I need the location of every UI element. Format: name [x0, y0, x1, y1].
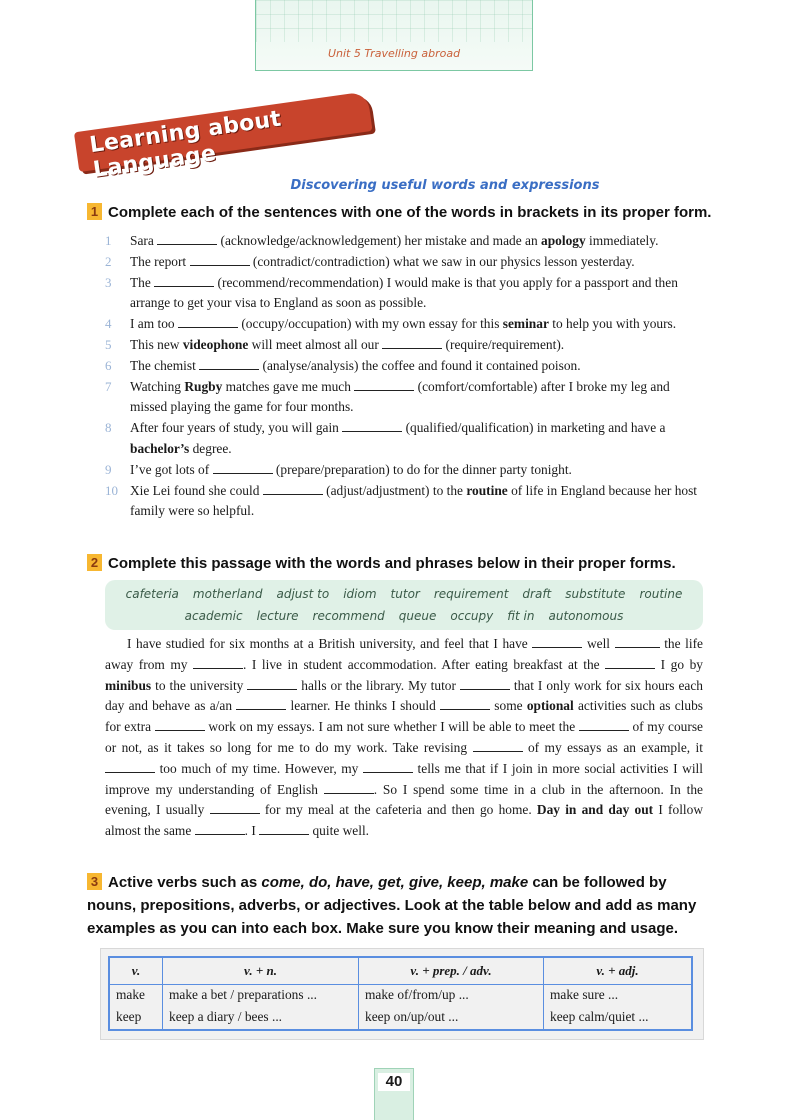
word-bank-item: autonomous: [548, 609, 624, 623]
sentence-text: (acknowledge/acknowledgement) her mistake and made an: [220, 233, 542, 248]
passage-text: of my course or not, as it takes so long for me to do my work. Take revising: [105, 719, 703, 755]
task2-number-badge: 2: [87, 554, 102, 571]
table-cell[interactable]: keep a diary / bees ...: [163, 1007, 359, 1030]
sentence-number: 9: [105, 461, 112, 477]
answer-blank[interactable]: [195, 822, 245, 835]
answer-blank[interactable]: [154, 274, 214, 287]
answer-blank[interactable]: [324, 781, 374, 794]
word-bank-item: tutor: [390, 587, 420, 601]
table-header-cell: v. + prep. / adv.: [359, 957, 544, 985]
answer-blank[interactable]: [157, 232, 217, 245]
unit-header-tab: [255, 0, 533, 71]
task3-instruction: Active verbs such as: [108, 874, 262, 891]
passage-text: that I only work for six hours each day and behave as a/an: [105, 677, 703, 714]
sentence-text: of life in England because her host family were so helpful.: [130, 482, 698, 519]
sentence-item: [105, 481, 703, 523]
sentence-item: [105, 231, 703, 252]
sentence-text: to help you with yours.: [548, 316, 677, 332]
sentence-number: 10: [105, 482, 118, 498]
answer-blank[interactable]: [342, 419, 402, 432]
sentence-item: [105, 377, 703, 419]
passage-text: some: [490, 698, 527, 714]
sentence-number: 7: [105, 378, 112, 394]
answer-blank[interactable]: [363, 760, 413, 773]
sentence-text: After four years of study, you will gain: [130, 420, 343, 436]
answer-blank[interactable]: [382, 336, 442, 349]
word-bank-item: cafeteria: [125, 587, 179, 601]
sentence-item: [105, 273, 703, 315]
sentence-number: 1: [105, 233, 112, 248]
keyword: optional: [526, 698, 574, 714]
page-number: 40: [378, 1073, 410, 1091]
answer-blank[interactable]: [105, 760, 155, 773]
sentence-text: (qualified/qualification) in marketing and have a: [405, 420, 666, 436]
sentence-text: Xie Lei found she could: [130, 482, 263, 498]
sentence-text: degree.: [189, 440, 232, 456]
sentence-text: immediately.: [585, 233, 659, 248]
task1-sentence-list: [105, 231, 703, 522]
answer-blank[interactable]: [605, 656, 655, 669]
word-bank-item: idiom: [343, 587, 377, 601]
word-bank-item: requirement: [433, 587, 509, 601]
sentence-text: Watching: [130, 378, 185, 394]
sentence-number: 8: [105, 420, 112, 436]
answer-blank[interactable]: [210, 801, 260, 814]
answer-blank[interactable]: [460, 677, 510, 690]
sentence-text: (require/requirement).: [445, 336, 565, 352]
task3-instruction: can be followed by nouns, prepositions, adverbs, or adjectives. Look at the table below and add as many examples as you can into each box. Make sure you know their meaning and usage.: [87, 874, 697, 937]
answer-blank[interactable]: [615, 635, 660, 648]
sentence-text: (comfort/comfortable) after I broke my leg and missed playing the game for four months.: [130, 378, 670, 415]
answer-blank[interactable]: [247, 677, 297, 690]
keyword: Rugby: [184, 378, 223, 394]
task3-heading: [87, 871, 702, 940]
section-subheading: Discovering useful words and expressions: [290, 178, 600, 193]
table-cell[interactable]: make sure ...: [544, 985, 693, 1008]
section-banner: [74, 91, 377, 183]
word-bank: [105, 580, 703, 630]
word-bank-item: motherland: [192, 587, 263, 601]
sentence-item: [105, 314, 703, 335]
sentence-item: [105, 418, 703, 460]
word-bank-line-2: [105, 605, 703, 627]
table-cell[interactable]: make of/from/up ...: [359, 985, 544, 1008]
sentence-text: This new: [130, 336, 183, 352]
sentence-text: The chemist: [130, 357, 200, 373]
table-cell[interactable]: keep calm/quiet ...: [544, 1007, 693, 1030]
sentence-text: (analyse/analysis) the coffee and found it contained poison.: [262, 357, 581, 373]
passage-text: tells me that if I join in more social activities I will improve my understanding of English: [105, 760, 703, 797]
answer-blank[interactable]: [178, 315, 238, 328]
answer-blank[interactable]: [532, 635, 582, 648]
passage-text: I follow almost the same: [105, 802, 703, 839]
answer-blank[interactable]: [440, 697, 490, 710]
sentence-text: I’ve got lots of: [130, 461, 213, 477]
page-number-tab: [374, 1068, 414, 1120]
passage-text: to the university: [151, 677, 248, 693]
passage-text: the life away from my: [105, 636, 704, 672]
table-header-row: [109, 957, 692, 985]
table-header-cell: v. + n.: [163, 957, 359, 985]
sentence-text: matches gave me much: [222, 378, 355, 394]
table-cell[interactable]: keep on/up/out ...: [359, 1007, 544, 1030]
word-bank-item: academic: [184, 609, 243, 623]
task3-verbs: come, do, have, get, give, keep, make: [261, 874, 529, 891]
answer-blank[interactable]: [579, 718, 629, 731]
sentence-item: [105, 460, 703, 481]
sentence-item: [105, 252, 703, 273]
word-bank-item: recommend: [312, 609, 385, 623]
keyword: minibus: [105, 677, 152, 693]
table-cell[interactable]: make: [109, 985, 163, 1008]
keyword: apology: [541, 233, 586, 248]
word-bank-item: routine: [639, 587, 683, 601]
passage-text: learner. He thinks I should: [286, 698, 441, 714]
word-bank-item: occupy: [450, 609, 494, 623]
sentence-text: I am too: [130, 316, 178, 332]
keyword: videophone: [182, 336, 249, 352]
answer-blank[interactable]: [213, 461, 273, 474]
sentence-number: 4: [105, 316, 112, 332]
answer-blank[interactable]: [236, 697, 286, 710]
sentence-number: 2: [105, 253, 112, 269]
passage-text: too much of my time. However, my: [155, 760, 363, 776]
word-bank-item: lecture: [256, 609, 299, 623]
answer-blank[interactable]: [473, 739, 523, 752]
task1-heading: [87, 201, 711, 224]
passage-text: quite well.: [309, 823, 370, 839]
word-bank-item: queue: [398, 609, 437, 623]
keyword: routine: [466, 482, 508, 498]
word-bank-line-1: [105, 583, 703, 605]
word-bank-item: substitute: [565, 587, 626, 601]
task2-instruction: Complete this passage with the words and phrases below in their proper forms.: [108, 555, 676, 572]
passage-text: I have studied for six months at a British university, and feel that I have: [127, 636, 533, 651]
sentence-text: (contradict/contradiction) what we saw in our physics lesson yesterday.: [252, 253, 635, 269]
table-cell[interactable]: make a bet / preparations ...: [163, 985, 359, 1008]
word-bank-item: adjust to: [276, 587, 330, 601]
sentence-text: The report: [130, 253, 190, 269]
header-grid-decoration: [256, 0, 532, 42]
sentence-text: The: [130, 274, 155, 290]
sentence-item: [105, 335, 703, 356]
sentence-item: [105, 356, 703, 377]
answer-blank[interactable]: [155, 718, 205, 731]
passage-text: well: [582, 636, 615, 651]
passage-text: work on my essays. I am not sure whether I will be able to meet the: [204, 719, 579, 735]
passage-text: . So I spend some time in a club in the afternoon. In the evening, I usually: [105, 781, 703, 818]
task3-number-badge: 3: [87, 873, 102, 890]
task1-instruction: Complete each of the sentences with one of the words in brackets in its proper form.: [108, 204, 712, 221]
answer-blank[interactable]: [354, 378, 414, 391]
sentence-text: Sara: [130, 233, 158, 248]
passage-text: . I live in student accommodation. After eating breakfast at the: [243, 656, 606, 672]
keyword: bachelor’s: [130, 440, 190, 456]
banner-title: Learning about Language: [88, 106, 283, 183]
keyword: Day in and day out: [536, 802, 654, 818]
answer-blank[interactable]: [263, 482, 323, 495]
answer-blank[interactable]: [190, 253, 250, 266]
sentence-text: (adjust/adjustment) to the: [326, 482, 467, 498]
verb-table: [108, 956, 693, 1031]
unit-title: Unit 5 Travelling abroad: [327, 47, 461, 60]
sentence-text: (occupy/occupation) with my own essay for this: [241, 316, 503, 332]
passage-text: I go by: [655, 656, 703, 672]
word-bank-item: draft: [522, 587, 552, 601]
sentence-number: 3: [105, 274, 112, 290]
sentence-text: will meet almost all our: [248, 336, 383, 352]
passage-text: . I: [244, 823, 260, 839]
keyword: seminar: [502, 316, 549, 332]
table-row: [109, 985, 692, 1008]
table-row: [109, 1007, 692, 1030]
answer-blank[interactable]: [259, 822, 309, 835]
table-header-cell: v. + adj.: [544, 957, 693, 985]
passage-text: halls or the library. My tutor: [297, 677, 460, 693]
table-header-cell: v.: [109, 957, 163, 985]
answer-blank[interactable]: [193, 656, 243, 669]
sentence-number: 5: [105, 336, 112, 352]
sentence-text: (prepare/preparation) to do for the dinner party tonight.: [275, 461, 572, 477]
table-cell[interactable]: keep: [109, 1007, 163, 1030]
sentence-number: 6: [105, 357, 112, 373]
passage-text: activities such as clubs for extra: [105, 698, 704, 735]
task1-number-badge: 1: [87, 203, 102, 220]
word-bank-item: fit in: [507, 609, 535, 623]
task2-heading: [87, 552, 676, 575]
passage-text: for my meal at the cafeteria and then go home.: [259, 802, 537, 818]
sentence-text: (recommend/recommendation) I would make is that you apply for a passport and then arrange to get your visa to England as soon as possible.: [130, 274, 678, 311]
answer-blank[interactable]: [199, 357, 259, 370]
passage-text: of my essays as an example, it: [522, 739, 703, 755]
task2-passage: [105, 634, 703, 842]
